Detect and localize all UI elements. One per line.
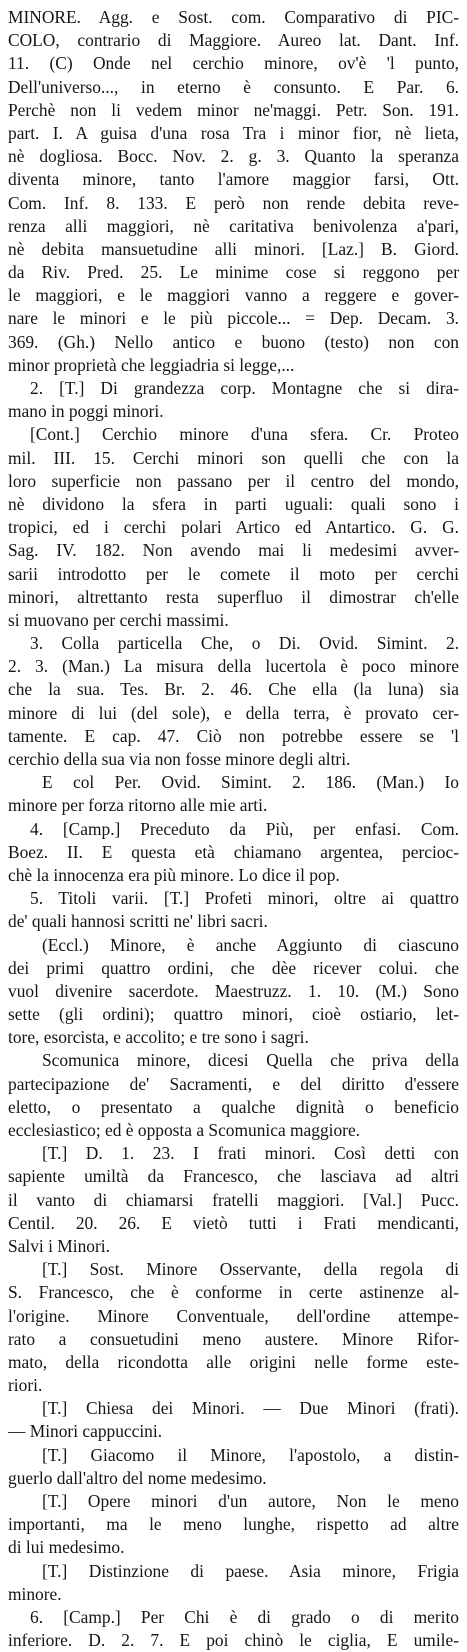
- text-line: loro superficie non passano per il centro del mondo,: [8, 470, 459, 491]
- text-line: eletto, o presentato a qualche dignità o beneficio: [8, 1096, 459, 1117]
- text-line: sarii introdotto per le comete il moto per cerchi: [8, 563, 459, 584]
- text-line: de' quali hannosi scritti ne' libri sacri.: [8, 911, 268, 932]
- section-line: 6. [Camp.] Per Chi è di grado o di merito: [30, 1606, 459, 1627]
- text-line: partecipazione de' Sacramenti, e del diritto d'essere: [8, 1073, 459, 1094]
- section-line: [T.] Giacomo il Minore, l'apostolo, a distin-: [42, 1444, 459, 1465]
- text-line: Com. Inf. 8. 133. E però non rende debita reve-: [8, 192, 459, 213]
- section-line: 2. [T.] Di grandezza corp. Montagne che si dira-: [30, 378, 459, 398]
- section-line: (Eccl.) Minore, è anche Aggiunto di ciascuno: [42, 934, 459, 955]
- text-line: sette (gli ordini); quattro minori, cioè ostiario, let-: [8, 1004, 459, 1025]
- text-line: minor proprietà che leggiadria si legge,...: [8, 354, 295, 375]
- text-line: mato, della ricondotta alle origini nelle forme este-: [8, 1351, 459, 1372]
- text-line: mano in poggi minori.: [8, 401, 164, 422]
- text-line: nè dogliosa. Bocc. Nov. 2. g. 3. Quanto la speranza: [8, 146, 459, 167]
- text-line: riori.: [8, 1375, 43, 1396]
- text-line: da Riv. Pred. 25. Le minime cose si reggono per: [8, 262, 459, 283]
- text-line: 369. (Gh.) Nello antico e buono (testo) non con: [8, 331, 459, 352]
- text-line: part. I. A guisa d'una rosa Tra i minor fior, nè lieta,: [8, 122, 459, 143]
- section-line: E col Per. Ovid. Simint. 2. 186. (Man.) Io: [42, 772, 459, 793]
- section-line: 3. Colla particella Che, o Di. Ovid. Simint. 2.: [30, 633, 459, 654]
- text-line: Perchè non li vedem minor ne'maggi. Petr. Son. 191.: [8, 99, 459, 120]
- section-line: 5. Titoli varii. [T.] Profeti minori, oltre ai quattro: [30, 888, 459, 909]
- section-line: [Cont.] Cerchio minore d'una sfera. Cr. Proteo: [30, 424, 459, 445]
- text-line: chè la innocenza era più minore. Lo dice il pop.: [8, 864, 340, 885]
- text-line: sapiente umiltà da Francesco, che lasciava ad altri: [8, 1166, 459, 1187]
- text-line: 2. 3. (Man.) La misura della lucertola è poco minore: [8, 656, 459, 677]
- text-line: Boez. II. E questa età chiamano argentea, percioc-: [8, 841, 459, 862]
- text-line: minori, altrettanto resta superfluo il dimostrar ch'elle: [8, 586, 459, 607]
- text-line: renza alli maggiori, nè caritativa benivolenza a'pari,: [8, 215, 459, 236]
- section-line: 4. [Camp.] Preceduto da Più, per enfasi. Com.: [30, 818, 459, 839]
- text-line: nare le minori e le più piccole... = Dep. Decam. 3.: [8, 308, 459, 329]
- text-line: che la sua. Tes. Br. 2. 46. Che ella (la luna) sia: [8, 679, 459, 700]
- text-line: si muovano per cerchi massimi.: [8, 609, 229, 630]
- text-line: di lui medesimo.: [8, 1537, 125, 1558]
- text-line: nè debita mansuetudine alli minori. [Laz.] B. Giord.: [8, 238, 459, 259]
- text-line: Salvi i Minori.: [8, 1235, 110, 1256]
- text-line: 11. (C) Onde nel cerchio minore, ov'è 'l punto,: [8, 53, 459, 74]
- text-line: l'origine. Minore Conventuale, dell'ordine attempe-: [8, 1305, 459, 1326]
- text-line: il vanto di chiamarsi fratelli maggiori. [Val.] Pucc.: [8, 1189, 459, 1210]
- text-line: tropici, ed i cerchi polari Artico ed Antartico. G. G.: [8, 517, 459, 538]
- text-line: rato a consuetudini meno austere. Minore Rifor-: [8, 1328, 459, 1349]
- text-line: tore, esorcista, e accolito; e tre sono i sagri.: [8, 1027, 309, 1048]
- text-line: Dell'universo..., in eterno è consunto. E Par. 6.: [8, 76, 459, 97]
- section-line: Scomunica minore, dicesi Quella che priva della: [42, 1050, 459, 1071]
- text-line: guerlo dall'altro del nome medesimo.: [8, 1467, 267, 1488]
- text-line: mil. III. 15. Cerchi minori son quelli che con la: [8, 447, 459, 468]
- section-line: [T.] Chiesa dei Minori. — Due Minori (frati).: [42, 1398, 459, 1419]
- section-line: [T.] D. 1. 23. I frati minori. Così detti con: [42, 1143, 459, 1164]
- section-line: [T.] Sost. Minore Osservante, della regola di: [42, 1259, 459, 1280]
- section-line: [T.] Opere minori d'un autore, Non le meno: [42, 1491, 459, 1511]
- text-line: Centil. 20. 26. E vietò tutti i Frati mendicanti,: [8, 1212, 459, 1233]
- text-line: MINORE. Agg. e Sost. com. Comparativo di PIC-: [8, 7, 459, 27]
- text-line: tamente. E cap. 47. Ciò non potrebbe essere se 'l: [8, 725, 459, 746]
- text-line: — Minori cappuccini.: [8, 1421, 163, 1442]
- text-line: Sag. IV. 182. Non avendo mai li medesimi avver-: [8, 540, 459, 561]
- section-line: [T.] Distinzione di paese. Asia minore, Frigia: [42, 1560, 459, 1581]
- text-line: minore.: [8, 1583, 62, 1604]
- text-line: inferiore. D. 2. 7. E poi chinò le ciglia, E umile-: [8, 1630, 459, 1651]
- text-line: importanti, ma le meno lunghe, rispetto ad altre: [8, 1514, 459, 1535]
- text-line: diventa minore, tanto l'amore maggior farsi, Ott.: [8, 169, 459, 190]
- text-line: ecclesiastico; ed è opposta a Scomunica maggiore.: [8, 1120, 361, 1140]
- text-line: nè dividono la sfera in parti uguali: quali sono i: [8, 493, 459, 514]
- text-line: dei primi quattro ordini, che dèe ricever colui. che: [8, 957, 459, 978]
- text-line: vuol divenire sacerdote. Maestruzz. 1. 10. (M.) Sono: [8, 980, 459, 1001]
- text-line: minore per forza ritorno alle mie arti.: [8, 795, 268, 816]
- text-line: S. Francesco, che è conforme in certe astinenze al-: [8, 1282, 459, 1303]
- text-line: cerchio della sua via non fosse minore degli altri.: [8, 749, 351, 769]
- text-line: COLO, contrario di Maggiore. Aureo lat. Dant. Inf.: [8, 30, 459, 51]
- text-line: le maggiori, e le maggiori vanno a reggere e gover-: [8, 285, 459, 306]
- text-line: minore di lui (del sole), e della terra, è provato cer-: [8, 702, 459, 723]
